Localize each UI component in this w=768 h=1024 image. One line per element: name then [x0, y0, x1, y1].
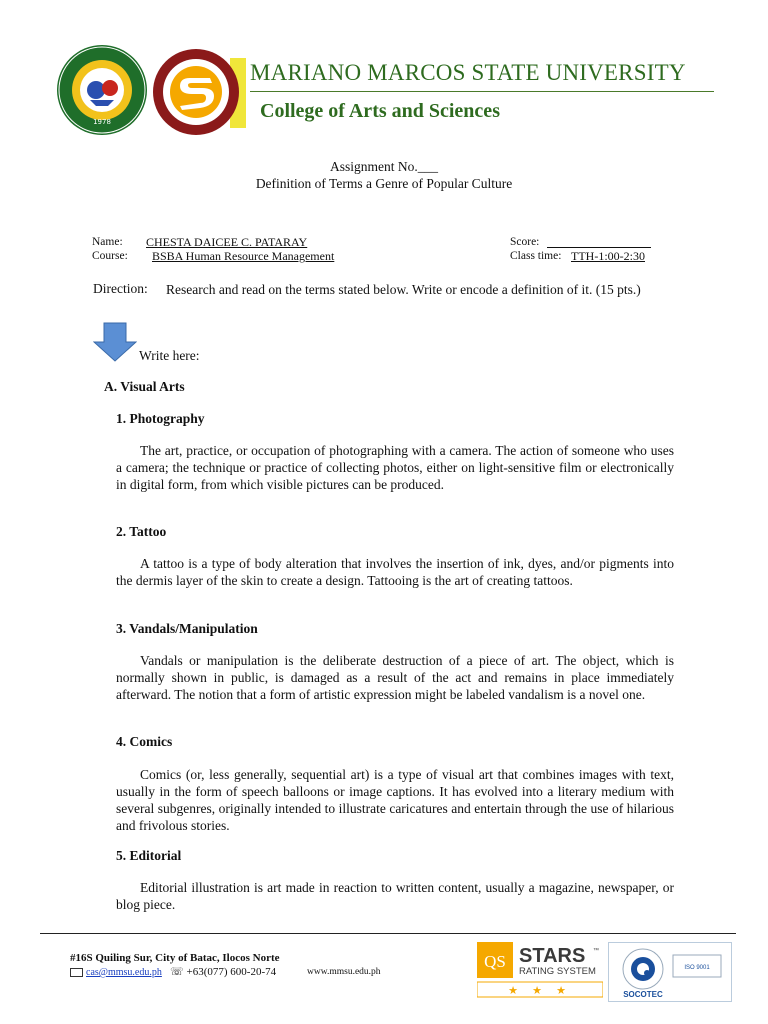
socotec-name: SOCOTEC [623, 990, 663, 999]
footer-website-link[interactable]: www.mmsu.edu.ph [307, 967, 381, 977]
footer-email-row [70, 967, 162, 978]
assignment-number: Assignment No.___ [330, 159, 438, 174]
stars-subtitle: RATING SYSTEM [519, 966, 596, 977]
iso-label: ISO 9001 [684, 965, 710, 971]
course-label: Course: [92, 250, 128, 262]
name-label: Name: [92, 236, 123, 248]
college-name: College of Arts and Sciences [260, 100, 500, 122]
star-icon: ★ [532, 985, 542, 997]
university-seal-logo [56, 44, 148, 136]
down-arrow-icon [93, 322, 137, 362]
item-heading-tattoo: 2. Tattoo [116, 524, 167, 539]
item-heading-editorial: 5. Editorial [116, 848, 182, 863]
stars-title: STARS [519, 945, 586, 967]
direction-label: Direction: [93, 281, 148, 296]
footer-address: #16S Quiling Sur, City of Batac, Ilocos Norte [70, 952, 280, 964]
item-heading-vandals: 3. Vandals/Manipulation [116, 621, 258, 636]
assignment-title: Definition of Terms a Genre of Popular Culture [255, 176, 513, 191]
qs-logo-text: QS [484, 952, 506, 971]
item-text-editorial: Editorial illustration is art made in reaction to written content, usually a magazine, newspaper, or blog piece. [116, 880, 674, 912]
socotec-certification-badge [608, 942, 732, 1002]
class-time-label: Class time: [510, 250, 562, 262]
university-name: MARIANO MARCOS STATE UNIVERSITY [250, 60, 686, 85]
star-rating [508, 985, 566, 997]
class-time-value: TTH-1:00-2:30 [571, 249, 645, 263]
item-heading-photography: 1. Photography [116, 411, 205, 426]
seal-year: 1978 [93, 118, 111, 126]
name-value: CHESTA DAICEE C. PATARAY [146, 235, 308, 249]
write-here-label: Write here: [139, 348, 200, 363]
qs-stars-badge [477, 942, 603, 998]
footer-divider [40, 933, 736, 934]
star-icon: ★ [556, 985, 566, 997]
section-title: A. Visual Arts [104, 379, 185, 394]
item-text-photography: The art, practice, or occupation of photographing with a camera. The action of someone who uses a camera; the technique or practice of collecting photos, either on light-sensitive film or electronically in digital form, from which visible pictures can be produced. [116, 443, 674, 492]
score-label: Score: [510, 236, 540, 248]
item-heading-comics: 4. Comics [116, 734, 173, 749]
footer-email-link[interactable]: cas@mmsu.edu.ph [86, 967, 162, 978]
course-value: BSBA Human Resource Management [152, 249, 335, 263]
item-text-comics: Comics (or, less generally, sequential art) is a type of visual art that combines images with text, usually in the form of speech balloons or image captions. It has evolved into a literary medium with several subgenres, originally intended to illustrate caricatures and entertain through the use of hilarious and frivolous stories. [116, 767, 674, 833]
college-logo [152, 48, 248, 136]
stars-trademark: ™ [593, 948, 599, 954]
socotec-logo [609, 943, 731, 1001]
mail-icon [70, 968, 83, 977]
score-blank-line [547, 247, 651, 248]
footer-phone: ☏ +63(077) 600-20-74 [170, 966, 277, 978]
star-icon: ★ [508, 985, 518, 997]
item-text-vandals: Vandals or manipulation is the deliberate destruction of a piece of art. The object, which is normally shown in public, is damaged as a result of the act and remains in place immediately afterward. The notion that a form of artistic expression might be labeled vandalism is a novel one. [116, 653, 674, 702]
direction-text: Research and read on the terms stated below. Write or encode a definition of it. (15 pts.) [166, 282, 641, 297]
header-divider [250, 91, 714, 92]
item-text-tattoo: A tattoo is a type of body alteration that involves the insertion of ink, dyes, and/or pigments into the dermis layer of the skin to create a design. Tattooing is the art of creating tattoos. [116, 556, 674, 588]
